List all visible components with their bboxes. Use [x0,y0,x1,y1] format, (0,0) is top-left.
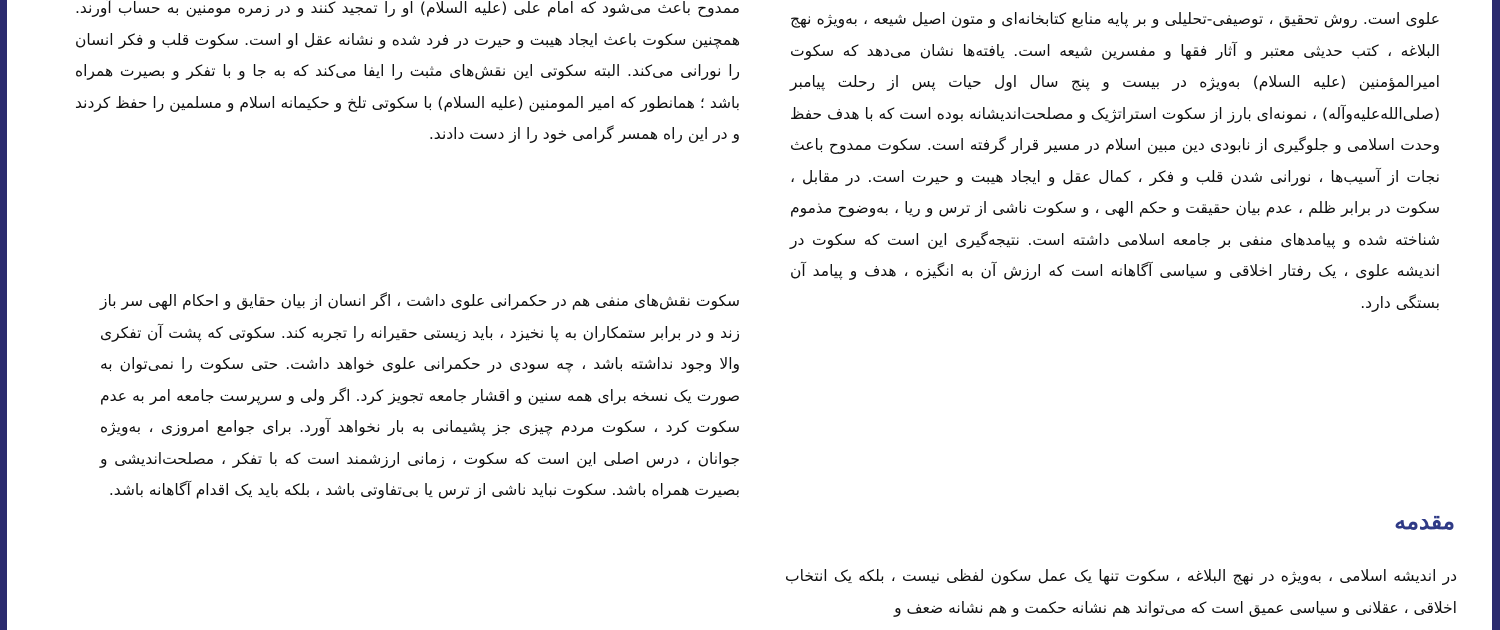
introduction-paragraph: در اندیشه اسلامی ، به‌ویژه در نهج البلاغه ، سکوت تنها یک عمل سکون لفظی نیست ، بلکه یک انتخاب اخلاقی ، عقلانی و سیاسی عمیق است که می‌تواند هم نشانه حکمت و هم نشانه ضعف و [785,567,1457,617]
abstract-paragraph: علوی است. روش تحقیق ، توصیفی-تحلیلی و بر پایه منابع کتابخانه‌ای و متون اصیل شیعه ، به‌ویژه نهج البلاغه ، کتب حدیثی معتبر و آثار فقها و مفسرین شیعه است. یافته‌ها نشان می‌دهد که سکوت امیرالمؤمنین (علیه السلام) به‌ویژه در بیست و پنج سال اول حیات پس از رحلت پیامبر (صلی‌الله‌علیه‌وآله) ، نمونه‌ای بارز از سکوت استراتژیک و مصلحت‌اندیشانه بوده است که با هدف حفظ وحدت اسلامی و جلوگیری از نابودی دین مبین اسلام در مسیر قرار گرفته است. سکوت ممدوح باعث نجات از آسیب‌ها ، نورانی شدن قلب و فکر ، کمال عقل و ایجاد هیبت و حیرت است. در مقابل ، سکوت در برابر ظلم ، عدم بیان حقیقت و حکم الهی ، و سکوت ناشی از ترس و ریا ، به‌وضوح مذموم شناخته شده و پیامدهای منفی بر جامعه اسلامی داشته است. نتیجه‌گیری این است که سکوت در اندیشه علوی ، یک رفتار اخلاقی و سیاسی آگاهانه است که ارزش آن به انگیزه ، هدف و پیامد آن بستگی دارد. [790,10,1440,312]
introduction-heading: مقدمه [1394,508,1455,535]
left-column-bottom-paragraph: سکوت نقش‌های منفی هم در حکمرانی علوی داشت ، اگر انسان از بیان حقایق و احکام الهی سر باز زند و در برابر ستمکاران به پا نخیزد ، باید زیستی حقیرانه را تجربه کند. سکوتی که پشت آن تفکری والا وجود نداشته باشد ، چه سودی در حکمرانی علوی خواهد داشت. حتی سکوت را نمی‌توان به صورت یک نسخه برای همه سنین و اقشار جامعه تجویز کرد. اگر ولی و سرپرست جامعه امر به عدم سکوت کرد ، سکوت مردم چیزی جز پشیمانی به بار نخواهد آورد. برای جوامع امروزی ، به‌ویژه جوانان ، درس اصلی این است که سکوت ، زمانی ارزشمند است که با تفکر ، مصلحت‌اندیشی و بصیرت همراه باشد. سکوت نباید ناشی از ترس یا بی‌تفاوتی باشد ، بلکه باید یک اقدام آگاهانه باشد. [100,292,740,499]
left-column-top-paragraph: ممدوح باعث می‌شود که امام علی (علیه السلام) او را تمجید کنند و در زمره مومنین به حساب آورند. همچنین سکوت باعث ایجاد هیبت و حیرت در فرد شده و نشانه عقل او است. سکوت قلب و فکر انسان را نورانی می‌کند. البته سکوتی این نقش‌های مثبت را ایفا می‌کند که به جا و با تفکر و بصیرت همراه باشد ؛ همانطور که امیر المومنین (علیه السلام) با سکوتی تلخ و حکیمانه اسلام و مسلمین را حفظ کردند و در این راه همسر گرامی خود را از دست دادند. [75,0,740,143]
page-border-left [0,0,7,630]
page-border-right [1492,0,1500,630]
